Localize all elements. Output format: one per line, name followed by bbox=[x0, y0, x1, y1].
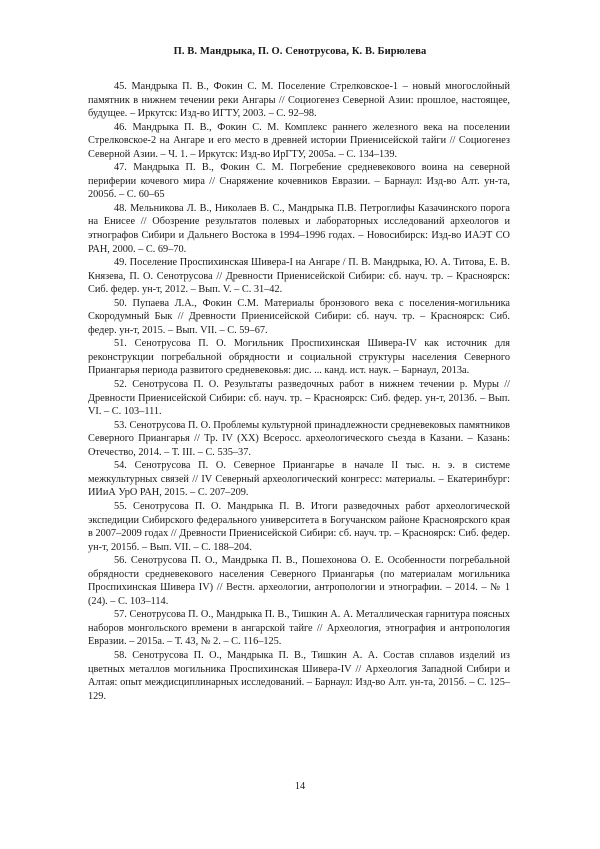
reference-item: 49. Поселение Проспихинская Шивера-I на Ангаре / П. В. Мандрыка, Ю. А. Титова, Е. В. Князева, П. О. Сенотрусова // Древности Приенисейской Сибири: сб. науч. тр. – Красноярск: Сиб. федер. ун-т, 2012. – Вып. V. – С. 31–42. bbox=[88, 257, 510, 296]
reference-item: 48. Мельникова Л. В., Николаев В. С., Мандрыка П.В. Петроглифы Казачинского порога на Енисее // Обозрение результатов полевых и лабораторных исследований археологов и этнографов Сибири и Дальнего Востока в 1994–1996 годах. – Новосибирск: Изд-во ИАЭТ СО РАН, 2000. – С. 69–70. bbox=[88, 202, 510, 255]
reference-item: 53. Сенотрусова П. О. Проблемы культурной принадлежности средневековых памятников Северного Приангарья // Тр. IV (XX) Всеросс. археологического съезда в Казани. – Казань: Отечество, 2014. – Т. III. – С. 535–37. bbox=[88, 419, 510, 458]
reference-item: 45. Мандрыка П. В., Фокин С. М. Поселение Стрелковское-1 – новый многослойный памятник в нижнем течении реки Ангары // Социогенез Северной Азии: прошлое, настоящее, будущее. – Иркутск: Изд-во ИГТУ, 2003. – С. 92–98. bbox=[88, 81, 510, 120]
page-number: 14 bbox=[294, 781, 306, 792]
reference-item: 56. Сенотрусова П. О., Мандрыка П. В., Пошехонова О. Е. Особенности погребальной обрядности средневекового населения Северного Приангарья (по материалам могильника Проспихинская Шивера IV) // Вестн. археологии, антропологии и этнографии. – 2014. – № 1 (24). – С. 103–114. bbox=[88, 555, 510, 607]
reference-item: 52. Сенотрусова П. О. Результаты разведочных работ в нижнем течении р. Муры // Древности Приенисейской Сибири: сб. науч. тр. – Красноярск: Сиб. федер. ун-т, 2013б. – Вып. VI. – С. 103–111. bbox=[88, 379, 510, 418]
reference-item: 54. Сенотрусова П. О. Северное Приангарье в начале II тыс. н. э. в системе межкультурных связей // IV Северный археологический конгресс: материалы. – Екатеринбург: ИИиА УрО РАН, 2015. – С. 207–209. bbox=[88, 460, 510, 499]
running-header-authors: П. В. Мандрыка, П. О. Сенотрусова, К. В. Бирюлева bbox=[173, 46, 427, 57]
reference-item: 50. Пупаева Л.А., Фокин С.М. Материалы бронзового века с поселения-могильника Скородумный Бык // Древности Приенисейской Сибири: сб. науч. тр. – Красноярск: Сиб. федер. ун-т, 2015. – Вып. VII. – С. 59–67. bbox=[88, 297, 510, 336]
reference-list bbox=[88, 80, 510, 703]
reference-item: 51. Сенотрусова П. О. Могильник Проспихинская Шивера-IV как источник для реконструкции погребальной обрядности и социальной структуры населения Северного Приангарья периода развитого средневековья: дис. ... канд. ист. наук. – Барнаул, 2013а. bbox=[88, 338, 510, 377]
reference-item: 47. Мандрыка П. В., Фокин С. М. Погребение средневекового воина на северной периферии кочевого мира // Снаряжение кочевников Евразии. – Барнаул: Изд-во Алт. ун-та, 2005б. – С. 60–65 bbox=[88, 162, 510, 201]
reference-item: 55. Сенотрусова П. О. Мандрыка П. В. Итоги разведочных работ археологической экспедиции Сибирского федерального университета в Богучанском районе Красноярского края в 2007–2009 годах // Древности Приенисейской Сибири: сб. науч. тр. – Красноярск: Сиб. федер. ун-т, 2015б. – Вып. VII. – С. 188–204. bbox=[88, 500, 510, 553]
reference-item: 46. Мандрыка П. В., Фокин С. М. Комплекс раннего железного века на поселении Стрелковское-2 на Ангаре и его место в древней истории Приенисейской тайги // Социогенез Северной Азии. – Ч. 1. – Иркутск: Изд-во ИрГТУ, 2005а. – С. 134–139. bbox=[88, 121, 510, 160]
reference-item: 57. Сенотрусова П. О., Мандрыка П. В., Тишкин А. А. Металлическая гарнитура поясных наборов монгольского времени в ангарской тайге // Археология, этнография и антропология Евразии. – 2015а. – Т. 43, № 2. – С. 116–125. bbox=[88, 609, 510, 648]
reference-item: 58. Сенотрусова П. О., Мандрыка П. В., Тишкин А. А. Состав сплавов изделий из цветных металлов могильника Проспихинская Шивера-IV // Археология Западной Сибири и Алтая: опыт междисциплинарных исследований. – Барнаул: Изд-во Алт. ун-та, 2015б. – С. 125–129. bbox=[88, 649, 510, 702]
